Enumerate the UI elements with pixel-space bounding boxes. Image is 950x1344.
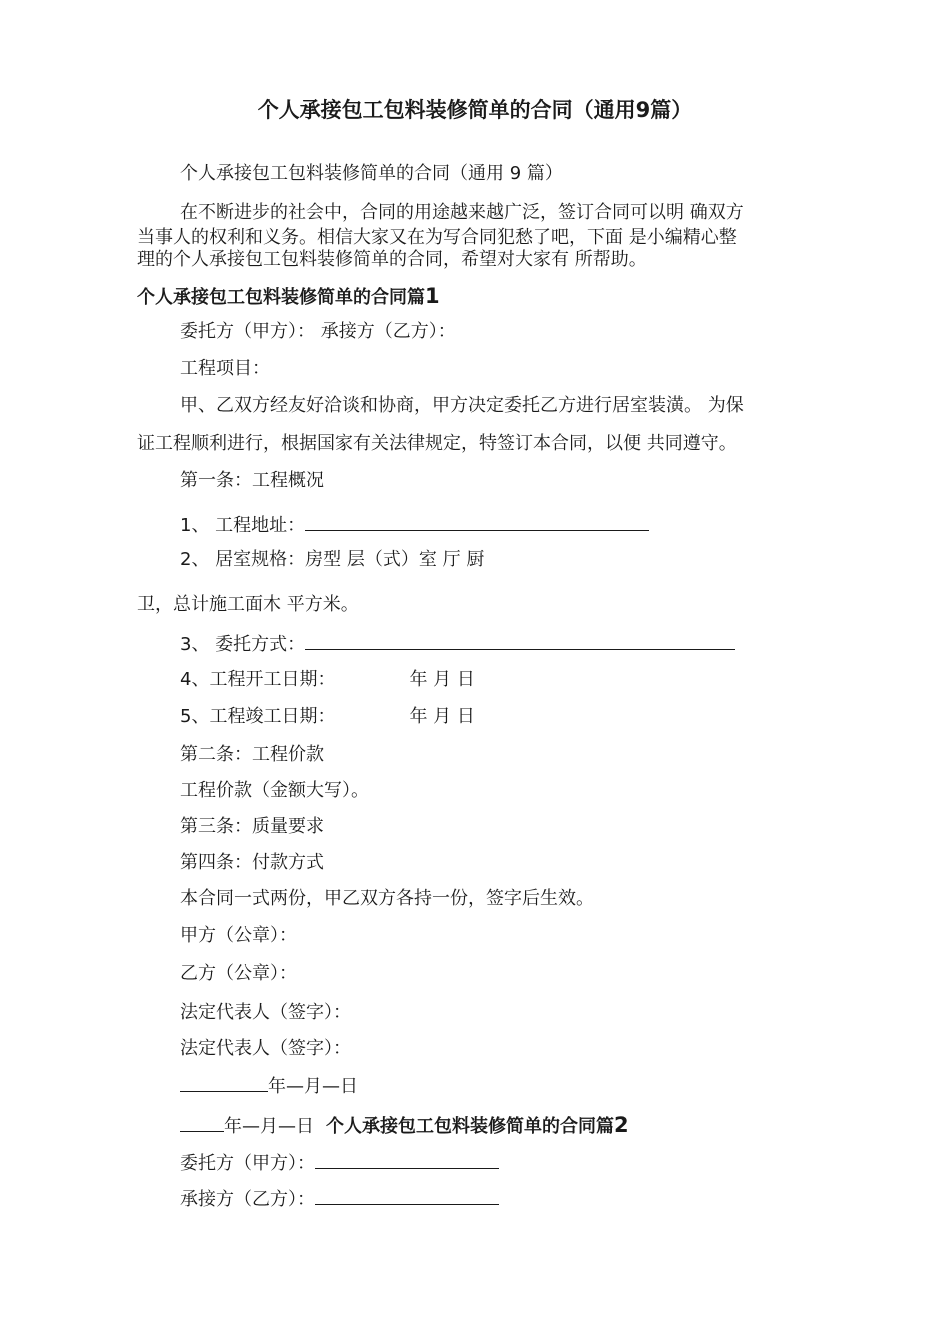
party-a-seal: 甲方（公章）： xyxy=(180,925,297,946)
intro-line-2: 当事人的权利和义务。相信大家又在为写合同犯愁了吧，下面 是小编精心整 xyxy=(137,227,737,248)
sign-date-1-text: 年—月—日 xyxy=(268,1076,358,1097)
intro-line-3: 理的个人承接包工包料装修简单的合同，希望对大家有 所帮助。 xyxy=(137,249,647,270)
document-title: 个人承接包工包料装修简单的合同（通用9篇） xyxy=(257,98,693,122)
article-1-heading: 第一条：工程概况 xyxy=(180,470,324,491)
legal-rep-1: 法定代表人（签字）： xyxy=(180,1002,351,1023)
contractor-label: 承接方（乙方）： xyxy=(180,1189,315,1210)
contractor-blank xyxy=(315,1186,499,1205)
item-5-date: 年 月 日 xyxy=(409,706,475,727)
parties-line: 委托方（甲方）： 承接方（乙方）： xyxy=(180,321,456,342)
sign-date-2-text: 年—月—日 xyxy=(224,1116,314,1137)
sign-date-2-blank xyxy=(180,1113,224,1132)
item-4-label: 4、工程开工日期： xyxy=(180,669,336,690)
agreement-line-2: 证工程顺利进行，根据国家有关法律规定，特签订本合同，以便 共同遵守。 xyxy=(137,433,737,454)
item-3-label: 3、 委托方式： xyxy=(180,634,306,655)
copies-line: 本合同一式两份，甲乙双方各持一份，签字后生效。 xyxy=(180,888,594,909)
client-blank xyxy=(315,1150,499,1169)
item-2-spec-cont: 卫，总计施工面木 平方米。 xyxy=(137,594,359,615)
item-4-date: 年 月 日 xyxy=(409,669,475,690)
party-b-seal: 乙方（公章）： xyxy=(180,963,297,984)
legal-rep-2: 法定代表人（签字）： xyxy=(180,1038,351,1059)
section-1-number: 1 xyxy=(425,284,440,308)
intro-line-1: 在不断进步的社会中，合同的用途越来越广泛，签订合同可以明 确双方 xyxy=(180,202,744,223)
section-1-heading xyxy=(137,284,440,310)
client-line xyxy=(180,1150,499,1176)
article-4-heading: 第四条：付款方式 xyxy=(180,852,324,873)
item-5-label: 5、工程竣工日期： xyxy=(180,706,336,727)
item-2-spec: 2、 居室规格：房型 层（式）室 厅 厨 xyxy=(180,549,485,570)
address-blank xyxy=(305,512,649,531)
item-4-start-date xyxy=(180,668,475,692)
client-label: 委托方（甲方）： xyxy=(180,1153,315,1174)
subtitle: 个人承接包工包料装修简单的合同（通用 9 篇） xyxy=(180,163,563,184)
section-2-number: 2 xyxy=(614,1113,629,1137)
item-1-label: 1、 工程地址： xyxy=(180,515,306,536)
price-line: 工程价款（金额大写）。 xyxy=(180,780,369,801)
sign-date-1 xyxy=(180,1073,358,1099)
method-blank xyxy=(305,631,735,650)
article-2-heading: 第二条：工程价款 xyxy=(180,744,324,765)
item-3-method xyxy=(180,631,735,657)
sign-date-1-blank xyxy=(180,1073,268,1092)
article-3-heading: 第三条：质量要求 xyxy=(180,816,324,837)
project-line: 工程项目： xyxy=(180,358,270,379)
sign-date-2-and-section-2 xyxy=(180,1113,629,1139)
contractor-line xyxy=(180,1186,499,1212)
item-5-end-date xyxy=(180,705,475,729)
agreement-line-1: 甲、乙双方经友好洽谈和协商，甲方决定委托乙方进行居室装潢。 为保 xyxy=(180,395,744,416)
section-1-heading-text: 个人承接包工包料装修简单的合同篇 xyxy=(137,287,425,308)
section-2-heading: 个人承接包工包料装修简单的合同篇 xyxy=(326,1116,614,1137)
item-1-address xyxy=(180,512,649,538)
